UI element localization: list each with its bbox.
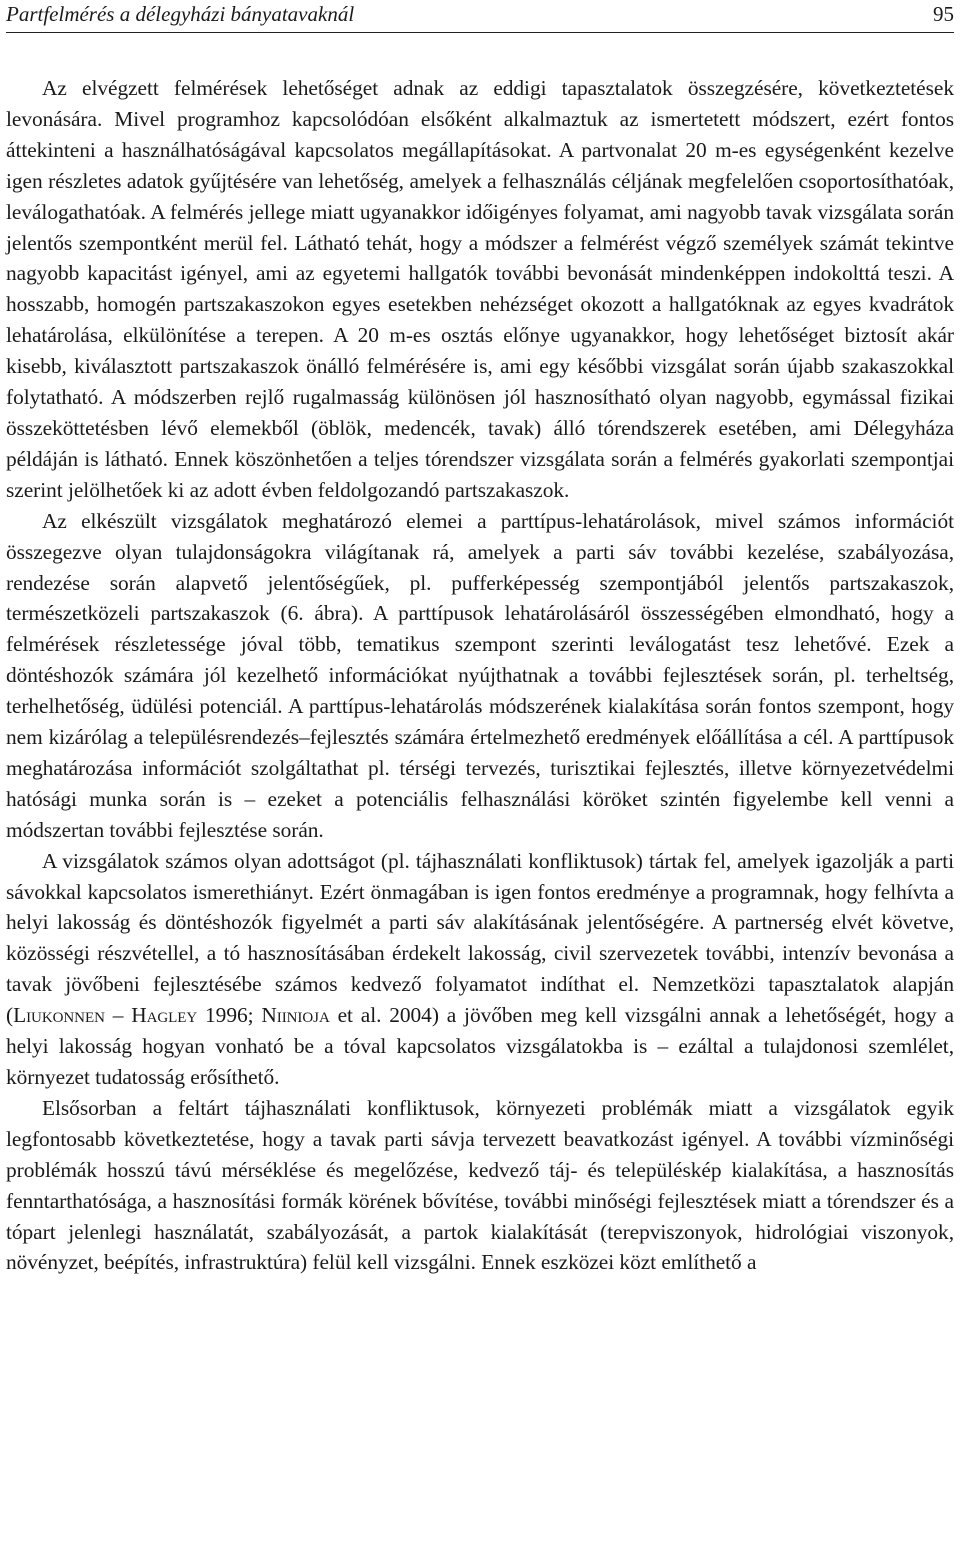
paragraph-3-text-start: A vizsgálatok számos olyan adottságot (pl. tájhasználati konfliktusok) tártak fel, amelyek igazolják a parti sávokkal kapcsolatos ismerethiányt. Ezért önmagában is igen fontos eredménye a programnak, hogy felhívta a helyi lakosság és döntéshozók figyelmét a parti sáv alakításának jelentőségére. A partnerség elvét követve, közösségi részvétellel, a tó hasznosításában érdekelt lakosság, civil szervezetek további, intenzív bevonása a tavak jövőbeni fejlesztésébe számos kedvező folyamatot indíthat el. Nemzetközi tapasztalatok alapján ( [6,848,954,1028]
citation-year-2004: et al. 2004 [329,1003,432,1028]
citation-author-niinioja: Niinioja [261,1003,330,1028]
paragraph-3 [6,846,954,1093]
paragraph-4: Elsősorban a feltárt tájhasználati konfliktusok, környezeti problémák miatt a vizsgálatok egyik legfontosabb következtetése, hogy a tavak parti sávja tervezett beavatkozást igényel. A további vízminőségi problémák hosszú távú mérséklése és megelőzése, kedvező táj- és településkép kialakítása, a hasznosítás fenntarthatósága, a hasznosítási formák körének bővítése, további minőségi fejlesztések miatt a tórendszer és a tópart jelenlegi használatát, szabályozását, a partok kialakítását (terepviszonyok, hidrológiai viszonyok, növényzet, beépítés, infrastruktúra) felül kell vizsgálni. Ennek eszközei közt említhető a [6,1095,954,1275]
running-header [6,0,954,33]
paragraph-2: Az elkészült vizsgálatok meghatározó elemei a parttípus-lehatárolások, mivel számos információt összegezve olyan tulajdonságokra világítanak rá, amelyek a parti sáv további kezelése, szabályozása, rendezése során alapvető jelentőségűek, pl. pufferképesség szempontjából jelentős partszakaszok, természetközeli partszakaszok (6. ábra). A parttípusok lehatárolásáról összességében elmondható, hogy a felmérések részletessége jóval több, tematikus szempont szerinti leválogatást tesz lehetővé. Ezek a döntéshozók számára jól kezelhető információkat nyújthatnak a további fejlesztések során, pl. terheltség, terhelhetőség, üdülési potenciál. A parttípus-lehatárolás módszerének kialakítása során fontos szempont, hogy nem kizárólag a településrendezés–fejlesztés számára értelmezhető eredmények előállítása a cél. A parttípusok meghatározása információt szolgáltathat pl. térségi tervezés, turisztikai fejlesztés, illetve környezetvédelmi hatósági munka során is – ezeket a potenciális felhasználási köröket szintén figyelembe kell venni a módszertan további fejlesztése során. [6,508,954,842]
citation-author-hagley: Hagley [131,1003,198,1028]
citation-author-liukonnen: Liukonnen [13,1003,105,1028]
citation-year-1996: 1996; [197,1003,262,1028]
running-title: Partfelmérés a délegyházi bányatavaknál [6,2,355,26]
body-text [6,73,954,1278]
paragraph-1: Az elvégzett felmérések lehetőséget adnak az eddigi tapasztalatok összegzésére, következtetések levonására. Mivel programhoz kapcsolódóan elsőként alkalmaztuk az ismertetett módszert, ezért fontos áttekinteni a használhatóságával kapcsolatos megállapításokat. A partvonalat 20 m-es egységenként kezelve igen részletes adatok gyűjtésére van lehetőség, amelyek a felhasználás céljának megfelelően csoportosíthatóak, leválogathatóak. A felmérés jellege miatt ugyanakkor időigényes folyamat, ami nagyobb tavak vizsgálata során jelentős szempontként merül fel. Látható tehát, hogy a módszer a felmérést végző személyek számát tekintve nagyobb kapacitást igényel, ami az egyetemi hallgatók további bevonását mindenképpen indokolttá teszi. A hosszabb, homogén partszakaszokon egyes esetekben nehézséget okozott a hallgatóknak az egyes kvadrátok lehatárolása, elkülönítése a terepen. A 20 m-es osztás előnye ugyanakkor, hogy lehetőséget biztosít akár kisebb, kiválasztott partszakaszok önálló felmérésére is, ami egy későbbi vizsgálat során újabb szakaszokkal folytatható. A módszerben rejlő rugalmasság különösen jól hasznosítható olyan nagyobb, egymással fizikai összeköttetésben lévő elemekből (öblök, medencék, tavak) álló tórendszerek esetében, ami Délegyháza példáján is látható. Ennek köszönhetően a teljes tórendszer vizsgálata során a felmérés gyakorlati szempontjai szerint jelölhetőek ki az adott évben feldolgozandó partszakaszok. [6,76,954,502]
document-page [6,0,954,1278]
paragraph-3-text-end: ) a jövőben meg kell vizsgálni annak a lehetőségét, hogy a helyi lakosság hogyan vonható be a tóval kapcsolatos vizsgálatokba is – ezáltal a tulajdonosi szemlélet, környezet tudatosság erősíthető. [6,1003,954,1089]
citation-separator: – [104,1003,132,1028]
page-number: 95 [933,2,954,26]
